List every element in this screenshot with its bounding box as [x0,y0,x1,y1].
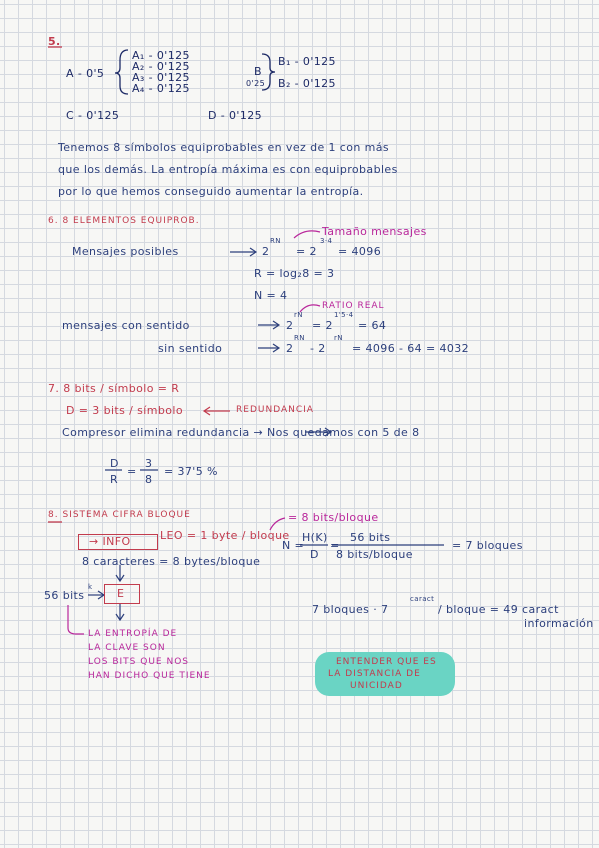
section-8-title: 8. SISTEMA CIFRA BLOQUE [48,510,191,520]
mag-note-4: HAN DICHO QUE TIENE [88,671,211,681]
frac2-den: 8 [145,473,153,486]
highlight-line-2: LA DISTANCIA DE [328,669,421,679]
s6-l5-res: = 4096 - 64 = 4032 [352,342,470,355]
s6-l4-base: 2 [286,319,294,332]
s6-l5-exp: RN [294,334,305,342]
s6-l5-mid-exp: rN [334,334,343,342]
s7-res: = 37'5 % [164,465,218,478]
mag-note-3: LOS BITS QUE NOS [88,657,189,667]
n-num2: 56 bits [350,531,391,544]
b1-item: B₁ - 0'125 [278,55,336,68]
annot-ratio: RATIO REAL [322,301,385,311]
n-eq: = [330,539,340,552]
b-prefix: B [254,65,262,78]
section-6-title: 6. 8 ELEMENTOS EQUIPROB. [48,216,200,226]
equals-sign: = [127,465,137,478]
s5-text-line-1: Tenemos 8 símbolos equiprobables en vez de 1 con más [58,141,390,154]
s6-l1-label: Mensajes posibles [72,245,179,258]
frac1-num: D [110,457,119,470]
leo-label: LEO = 1 byte / bloque [160,529,290,542]
s6-l4-label: mensajes con sentido [62,319,190,332]
annot-redundancia: REDUNDANCIA [236,405,314,415]
a-prob-label: A - 0'5 [66,67,105,80]
bloques-line: 7 bloques · 7 [312,603,389,616]
n-lhs: N = [282,539,305,552]
s6-l5-base: 2 [286,342,294,355]
s6-l1-rhs: = 2 [296,245,317,258]
s6-l3: N = 4 [254,289,288,302]
section-5-number: 5. [48,35,61,48]
bloques-mid: / bloque = 49 caract [438,603,559,616]
mag-note-2: LA CLAVE SON [88,643,166,653]
s5-text-line-3: por lo que hemos conseguido aumentar la entropía. [58,185,364,198]
s7-l2: D = 3 bits / símbolo [66,404,183,417]
info-block-box [78,534,158,550]
s6-l4-res: = 64 [358,319,387,332]
bloques-tail: información [524,617,594,630]
b-prob: 0'25 [246,79,266,88]
s6-l1-res: = 4096 [338,245,382,258]
highlight-line-1: ENTENDER QUE ES [336,657,437,667]
a2-item: A₂ - 0'125 [132,60,190,73]
frac1-den: R [110,473,119,486]
encrypt-box [104,584,140,604]
bloques-exp: caract [410,595,435,603]
key-k: k [88,583,93,591]
s6-l1-rhs-exp: 3·4 [320,237,333,245]
n-res: = 7 bloques [452,539,523,552]
annot-tamano: Tamaño mensajes [322,225,427,238]
annot-8bits: = 8 bits/bloque [288,511,379,524]
d-prob: D - 0'125 [208,109,263,122]
s6-l4-rhs: = 2 [312,319,333,332]
key-label: 56 bits [44,589,85,602]
encrypt-label: E [117,587,125,600]
a3-item: A₃ - 0'125 [132,71,190,84]
section-7-title: 7. 8 bits / símbolo = R [48,382,180,395]
n-den2: 8 bits/bloque [336,548,413,561]
s5-text-line-2: que los demás. La entropía máxima es con equiprobables [58,163,398,176]
n-den: D [310,548,319,561]
mag-note-1: LA ENTROPÍA DE [88,629,178,639]
s7-l3: Compresor elimina redundancia → Nos quedamos con 5 de 8 [62,426,420,439]
s6-l1-base: 2 [262,245,270,258]
frac2-num: 3 [145,457,153,470]
highlight-line-3: UNICIDAD [350,681,403,691]
chars-line: 8 caracteres = 8 bytes/bloque [82,555,261,568]
info-label: → INFO [89,535,131,548]
s6-l4-exp: rN [294,311,303,319]
a1-item: A₁ - 0'125 [132,49,190,62]
a4-item: A₄ - 0'125 [132,82,190,95]
s6-l5-label: sin sentido [158,342,223,355]
c-prob: C - 0'125 [66,109,120,122]
s6-l2: R = log₂8 = 3 [254,267,335,280]
s6-l4-rhs-exp: 1'5·4 [334,311,354,319]
s6-l1-exp: RN [270,237,281,245]
n-num: H(K) [302,531,328,544]
s6-l5-mid: - 2 [310,342,326,355]
b2-item: B₂ - 0'125 [278,77,336,90]
